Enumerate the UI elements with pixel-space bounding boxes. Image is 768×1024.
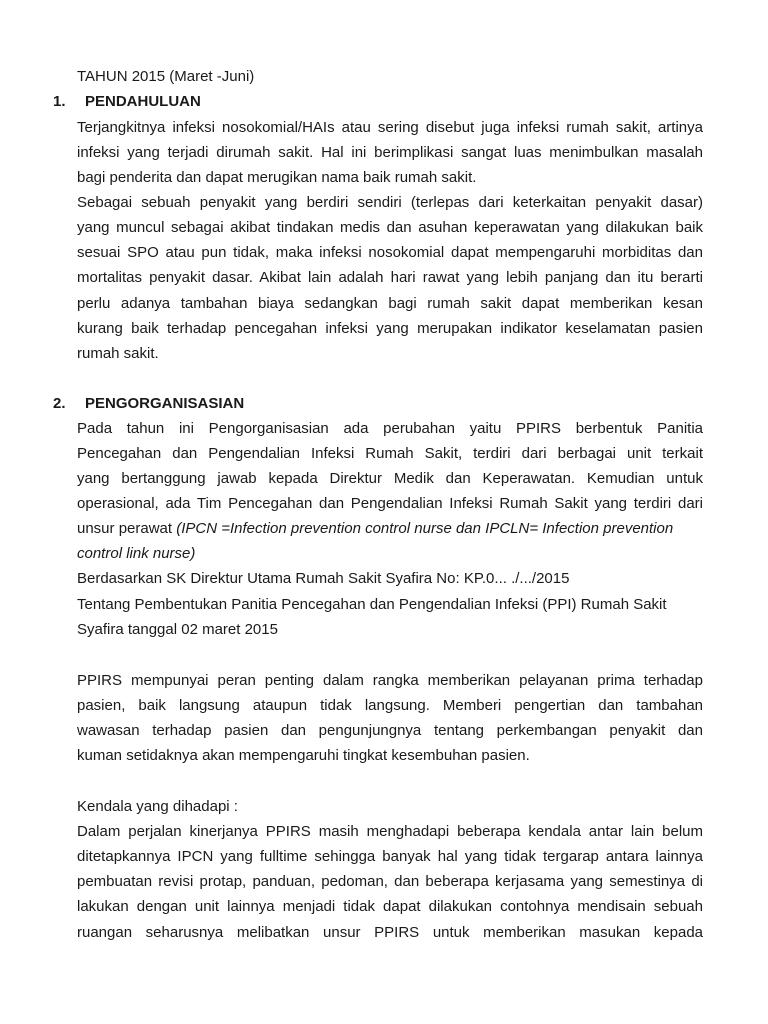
sk-reference: Berdasarkan SK Direktur Utama Rumah Sakit Syafira No: KP.0... ./.../2015 — [77, 570, 570, 587]
paragraph-line-mixed — [77, 516, 703, 541]
sk-about-line: Syafira tanggal 02 maret 2015 — [77, 621, 278, 638]
paragraph-line: kurang baik terhadap pencegahan infeksi yang merupakan indikator keselamatan pasien — [77, 320, 703, 337]
text-italic: (IPCN =Infection prevention control nurse dan IPCLN= Infection prevention — [176, 520, 674, 537]
paragraph-line: ditetapkannya IPCN yang fulltime sehingga banyak hal yang tidak tergarap antara lainnya — [77, 848, 703, 865]
paragraph-line: pembuatan revisi protap, panduan, pedoman, dan beberapa kerjasama yang semestinya di — [77, 873, 703, 890]
paragraph-line: pasien, baik langsung ataupun tidak langsung. Memberi pengertian dan tambahan — [77, 697, 703, 714]
paragraph-line: ruangan seharusnya melibatkan unsur PPIRS untuk memberikan masukan kepada — [77, 924, 703, 941]
paragraph-line: lakukan dengan unit lainnya menjadi tidak dapat dilakukan contohnya mendisain sebuah — [77, 898, 703, 915]
obstacles-label: Kendala yang dihadapi : — [77, 798, 238, 815]
paragraph-line: Sebagai sebuah penyakit yang berdiri sendiri (terlepas dari keterkaitan penyakit dasar) — [77, 194, 703, 211]
paragraph-line: wawasan terhadap pasien dan pengunjungnya tentang perkembangan penyakit dan — [77, 722, 703, 739]
paragraph-line: mortalitas penyakit dasar. Akibat lain adalah hari rawat yang lebih panjang dan itu berarti — [77, 269, 703, 286]
paragraph-line: infeksi yang terjadi dirumah sakit. Hal ini berimplikasi sangat luas menimbulkan masalah — [77, 144, 703, 161]
paragraph-line: yang muncul sebagai akibat tindakan medis dan asuhan keperawatan yang dilakukan baik — [77, 219, 703, 236]
paragraph-line: perlu adanya tambahan biaya sedangkan bagi rumah sakit dapat memberikan kesan — [77, 295, 703, 312]
text-normal: unsur perawat — [77, 520, 177, 537]
paragraph-line: kuman setidaknya akan mempengaruhi tingkat kesembuhan pasien. — [77, 747, 530, 764]
paragraph-line: rumah sakit. — [77, 345, 159, 362]
section-1-title: PENDAHULUAN — [85, 93, 201, 110]
paragraph-line: bagi penderita dan dapat merugikan nama baik rumah sakit. — [77, 169, 477, 186]
paragraph-line: Terjangkitnya infeksi nosokomial/HAIs atau sering disebut juga infeksi rumah sakit, artinya — [77, 119, 703, 136]
sk-about-line: Tentang Pembentukan Panitia Pencegahan dan Pengendalian Infeksi (PPI) Rumah Sakit — [77, 596, 667, 613]
section-2-title: PENGORGANISASIAN — [85, 395, 245, 412]
paragraph-line: Pencegahan dan Pengendalian Infeksi Rumah Sakit, terdiri dari berbagai unit terkait — [77, 445, 703, 462]
paragraph-line: operasional, ada Tim Pencegahan dan Pengendalian Infeksi Rumah Sakit yang terdiri dari — [77, 495, 703, 512]
report-period: TAHUN 2015 (Maret -Juni) — [77, 68, 255, 85]
paragraph-line: control link nurse) — [77, 545, 196, 562]
paragraph-line: PPIRS mempunyai peran penting dalam rangka memberikan pelayanan prima terhadap — [77, 672, 703, 689]
paragraph-line: sesuai SPO atau pun tidak, maka infeksi nosokomial dapat mempengaruhi morbiditas dan — [77, 244, 703, 261]
paragraph-line: Pada tahun ini Pengorganisasian ada perubahan yaitu PPIRS berbentuk Panitia — [77, 420, 703, 437]
paragraph-line: yang bertanggung jawab kepada Direktur Medik dan Keperawatan. Kemudian untuk — [77, 470, 703, 487]
paragraph-line: Dalam perjalan kinerjanya PPIRS masih menghadapi beberapa kendala antar lain belum — [77, 823, 703, 840]
section-1-number: 1. — [53, 93, 66, 110]
section-2-number: 2. — [53, 395, 66, 412]
